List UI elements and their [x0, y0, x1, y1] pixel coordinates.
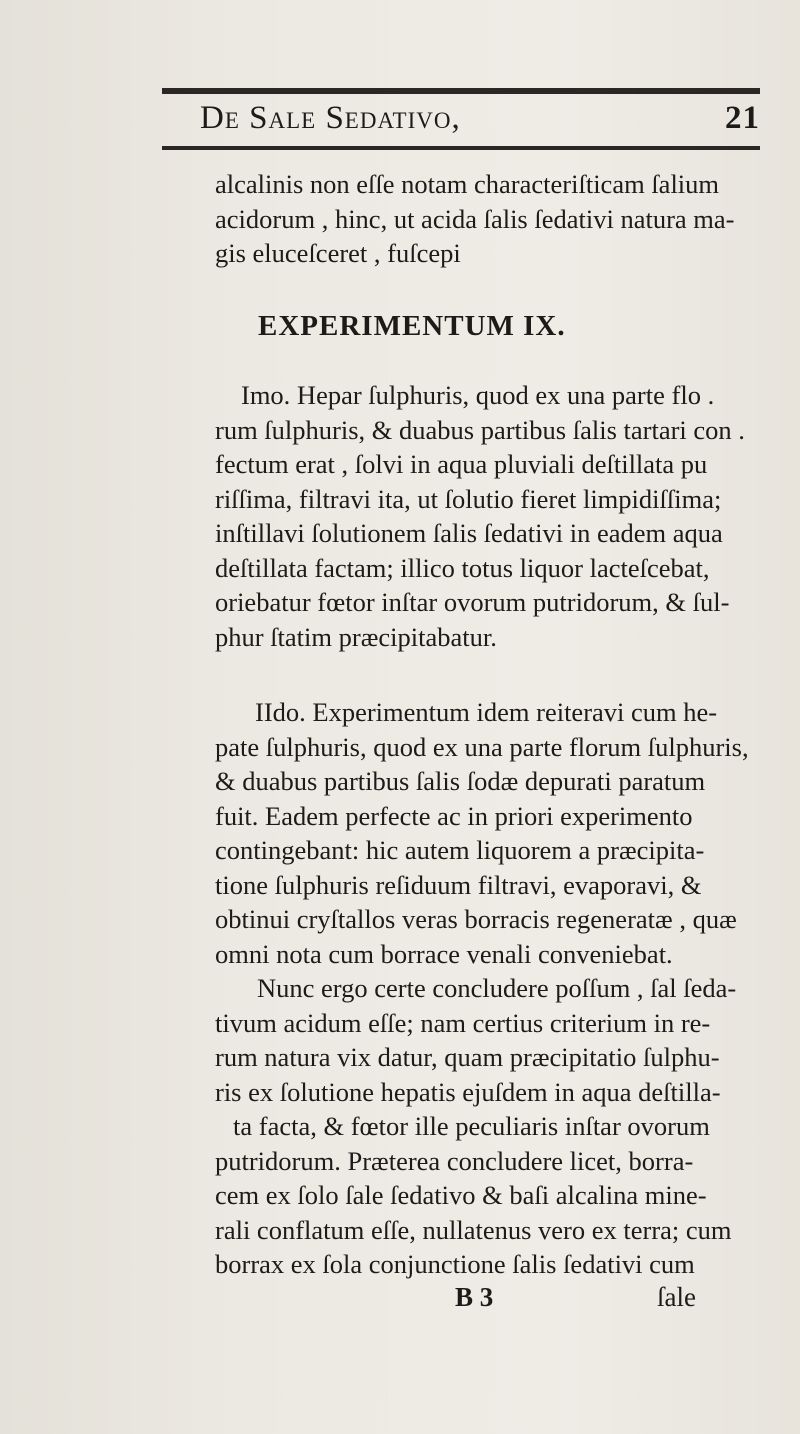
catchword: ſale [657, 1282, 696, 1312]
head-rule [162, 146, 760, 150]
paragraph-1 [215, 378, 770, 654]
text-line: fectum erat , ſolvi in aqua pluviali deſtillata pu [215, 449, 708, 479]
text-line: ta facta, & fœtor ille peculiaris inſtar ovorum [233, 1111, 710, 1141]
text-line: gis eluceſceret , fuſcepi [215, 238, 461, 268]
text-line: acidorum , hinc, ut acida ſalis ſedativi natura ma- [215, 203, 735, 234]
text-line: riſſima, filtravi ita, ut ſolutio fieret limpidiſſima; [215, 483, 722, 514]
text-line: borrax ex ſola conjunctione ſalis ſedativi cum [215, 1249, 695, 1279]
paragraph-3 [215, 971, 770, 1282]
text-line: oriebatur fœtor inſtar ovorum putridorum, & ſul- [215, 587, 730, 617]
text-line: alcalinis non eſſe notam characteriſticam ſalium [215, 169, 720, 199]
text-line: & duabus partibus ſalis ſodæ depurati paratum [215, 766, 706, 796]
text-line: obtinui cryſtallos veras borracis regeneratæ , quæ [215, 904, 737, 934]
paragraph-2 [215, 695, 770, 971]
top-rule [162, 88, 760, 94]
text-line: tivum acidum eſſe; nam certius criterium in re- [215, 1007, 711, 1038]
text-line: rum ſulphuris, & duabus partibus ſalis tartari con . [215, 414, 745, 445]
text-line: rum natura vix datur, quam præcipitatio ſulphu- [215, 1042, 720, 1072]
text-line: rali conflatum eſſe, nullatenus vero ex terra; cum [215, 1214, 732, 1245]
text-line: Imo. Hepar ſulphuris, quod ex una parte flo . [241, 380, 715, 410]
text-line: IIdo. Experimentum idem reiteravi cum he- [255, 697, 718, 727]
text-line: phur ſtatim præcipitabatur. [215, 621, 497, 652]
page-footer [215, 1282, 770, 1318]
text-line: cem ex ſolo ſale ſedativo & baſi alcalina mine- [215, 1180, 707, 1210]
text-line: putridorum. Præterea concludere licet, borra- [215, 1145, 694, 1176]
running-title: De Sale Sedativo, [200, 100, 461, 136]
text-line: fuit. Eadem perfecte ac in priori experimento [215, 800, 693, 831]
text-line: contingebant: hic autem liquorem a præcipita- [215, 835, 705, 865]
text-line: tione ſulphuris reſiduum filtravi, evaporavi, & [215, 869, 702, 900]
text-line: Nunc ergo certe concludere poſſum , ſal ſeda- [257, 973, 737, 1003]
text-line: inſtillavi ſolutionem ſalis ſedativi in eadem aqua [215, 518, 723, 548]
text-line: omni nota cum borrace venali conveniebat. [215, 938, 673, 969]
section-heading: EXPERIMENTUM IX. [258, 310, 566, 342]
intro-paragraph [215, 167, 770, 271]
signature-mark: B 3 [455, 1282, 494, 1312]
text-line: ris ex ſolutione hepatis ejuſdem in aqua deſtilla- [215, 1076, 721, 1107]
page-number: 21 [725, 100, 760, 136]
running-head [200, 100, 760, 142]
text-line: deſtillata factam; illico totus liquor lacteſcebat, [215, 552, 710, 583]
text-line: pate ſulphuris, quod ex una parte florum ſulphuris, [215, 731, 749, 762]
